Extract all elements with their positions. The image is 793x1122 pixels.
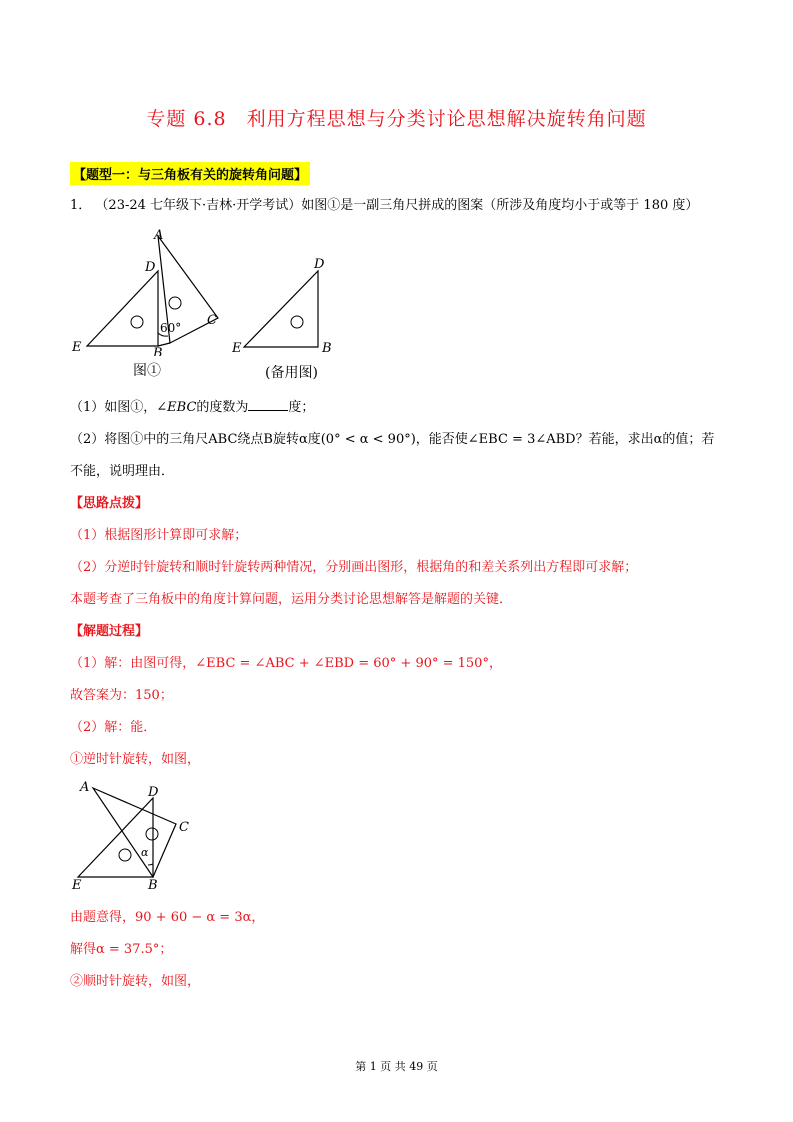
hint-line: 本题考查了三角板中的角度计算问题，运用分类讨论思想解答是解题的关键． (70, 592, 513, 607)
triangle-hole-circle (119, 849, 131, 861)
problem-number: 1． (70, 198, 92, 213)
triangle-hole-circle (146, 828, 158, 840)
label-b: B (153, 346, 163, 356)
triangle-abc-rotated (93, 788, 176, 877)
label-b: B (322, 341, 332, 356)
figure-2-caption: (备用图) (265, 365, 318, 381)
page-title: 专题 6.8 利用方程思想与分类讨论思想解决旋转角问题 (146, 108, 647, 130)
label-a: A (80, 780, 90, 795)
answer-blank (248, 398, 288, 411)
label-e: E (72, 340, 82, 355)
question-2-line-2: 不能，说明理由． (70, 464, 175, 479)
problem-intro-text: （23-24 七年级下·吉林·开学考试）如图①是一副三角尺拼成的图案（所涉及角度均小于或等于 180 度） (95, 198, 699, 213)
hint-line: （1）根据图形计算即可求解； (70, 528, 248, 543)
figure-1-caption: 图① (133, 363, 161, 379)
label-d: D (148, 785, 159, 800)
label-c: C (207, 313, 217, 328)
triangle-edb-backup (244, 271, 318, 347)
label-d: D (145, 260, 156, 275)
triangle-edb (78, 798, 153, 877)
triangle-hole-circle (131, 316, 143, 328)
solution-header: 【解题过程】 (70, 624, 149, 639)
page-footer: 第 1 页 共 49 页 (355, 1060, 438, 1073)
question-2-line-1: （2）将图①中的三角尺ABC绕点B旋转α度(0° < α < 90°)，能否使∠EBC = 3∠ABD？若能，求出α的值；若 (70, 432, 715, 447)
section-tag: 【题型一：与三角板有关的旋转角问题】 (70, 162, 310, 185)
figure-3 (70, 776, 200, 894)
problem-intro (70, 196, 698, 216)
figure-2 (232, 254, 342, 358)
figure-1 (70, 226, 230, 356)
hint-line: （2）分逆时针旋转和顺时针旋转两种情况，分别画出图形，根据角的和差关系列出方程即可求解； (70, 560, 638, 575)
label-alpha: α (141, 846, 149, 859)
label-angle-60: 60° (160, 321, 182, 335)
solution-line: 由题意得，90 + 60 − α = 3α， (70, 910, 265, 925)
hint-header: 【思路点拨】 (70, 496, 149, 511)
solution-line: 故答案为：150； (70, 688, 173, 703)
triangle-hole-circle (169, 297, 181, 309)
label-c: C (179, 820, 189, 835)
label-b: B (148, 878, 158, 893)
label-d: D (314, 257, 325, 272)
solution-line: ①逆时针旋转，如图， (70, 752, 201, 767)
solution-line: 解得α = 37.5°； (70, 942, 173, 957)
angle-ebc: ∠EBC (156, 400, 197, 415)
solution-line: ②顺时针旋转，如图， (70, 974, 201, 989)
label-e: E (232, 341, 242, 356)
triangle-hole-circle (291, 316, 303, 328)
label-e: E (72, 878, 82, 893)
question-1: （1）如图①，∠EBC的度数为 度； (70, 400, 315, 415)
solution-line: （2）解：能． (70, 720, 157, 735)
solution-line: （1）解：由图可得，∠EBC = ∠ABC + ∠EBD = 60° + 90° = 150°， (70, 656, 502, 671)
label-a: A (154, 228, 164, 243)
triangle-edb (87, 271, 158, 346)
